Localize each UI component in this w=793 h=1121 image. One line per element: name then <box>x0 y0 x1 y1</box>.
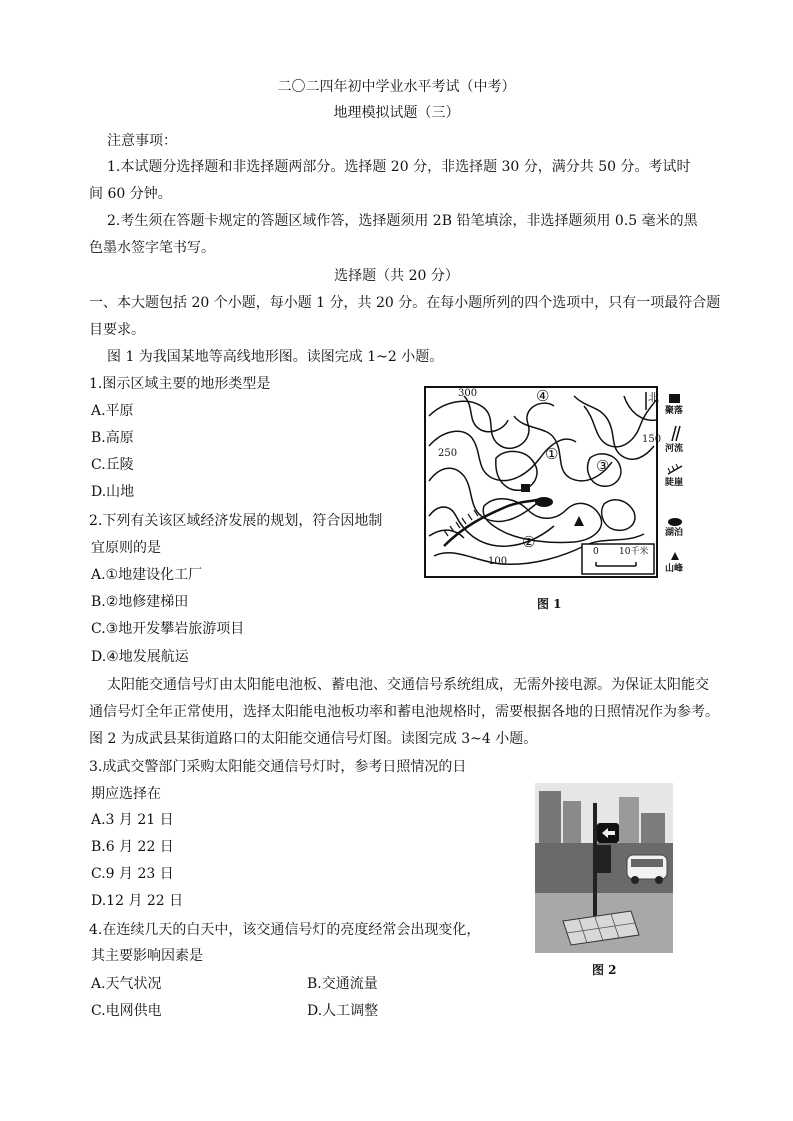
contour-map-svg <box>424 386 692 580</box>
contour-label-250: 250 <box>438 448 458 459</box>
q3-stem-line1: 3.成武交警部门采购太阳能交通信号灯时，参考日照情况的日 <box>89 759 467 775</box>
q4-option-b: B.交通流量 <box>307 976 378 992</box>
legend-peak-label: 山峰 <box>665 564 684 574</box>
site-4-label: ④ <box>536 387 550 405</box>
q1-stem: 1.图示区域主要的地形类型是 <box>89 376 271 392</box>
q1-option-b: B.高原 <box>91 430 134 446</box>
intro2-line3: 图 2 为成武县某街道路口的太阳能交通信号灯图。读图完成 3~4 小题。 <box>89 731 538 747</box>
legend-settlement-icon <box>669 394 680 403</box>
legend-river-icon <box>672 426 680 441</box>
scale-zero: 0 <box>593 547 599 557</box>
q4-option-c: C.电网供电 <box>91 1003 162 1019</box>
contour-label-150: 150 <box>642 434 662 445</box>
q4-option-a: A.天气状况 <box>91 976 162 992</box>
q1-option-a: A.平原 <box>91 403 134 419</box>
legend-peak-icon <box>671 552 679 560</box>
q4-stem-line1: 4.在连续几天的白天中，该交通信号灯的亮度经常会出现变化， <box>89 922 481 938</box>
settlement-mark <box>521 484 530 492</box>
site-1-label: ① <box>545 445 559 463</box>
notice-item1-line2: 间 60 分钟。 <box>89 186 172 202</box>
figure2-traffic-light-photo <box>535 783 673 953</box>
exam-title: 二〇二四年初中学业水平考试（中考） <box>277 79 516 95</box>
notice-item2-line2: 色墨水签字笔书写。 <box>89 240 215 256</box>
q2-option-b: B.②地修建梯田 <box>91 594 189 610</box>
intro2-line1: 太阳能交通信号灯由太阳能电池板、蓄电池、交通信号系统组成，无需外接电源。为保证太阳能交 <box>107 677 709 693</box>
notice-heading: 注意事项： <box>107 133 177 149</box>
q4-stem-line2: 其主要影响因素是 <box>91 948 203 964</box>
intro-figure1: 图 1 为我国某地等高线地形图。读图完成 1~2 小题。 <box>107 349 444 365</box>
site-3-label: ③ <box>596 457 610 475</box>
figure2-caption: 图 2 <box>592 963 617 977</box>
north-label: 北 <box>648 391 659 404</box>
notice-item1-line1: 1.本试题分选择题和非选择题两部分。选择题 20 分，非选择题 30 分，满分共 50 分。考试时 <box>107 159 691 175</box>
site-2-label: ② <box>522 533 536 551</box>
section-instruction-line1: 一、本大题包括 20 个小题，每小题 1 分，共 20 分。在每小题所列的四个选项中，只有一项最符合题 <box>89 295 721 311</box>
legend-lake-label: 湖泊 <box>665 528 684 538</box>
legend-river-label: 河流 <box>665 444 684 454</box>
figure1-contour-map <box>424 386 692 580</box>
lower-signal <box>597 845 611 873</box>
contour-label-300: 300 <box>458 388 478 399</box>
q2-option-c: C.③地开发攀岩旅游项目 <box>91 621 245 637</box>
building <box>539 791 561 843</box>
legend-cliff-label: 陡崖 <box>665 478 684 488</box>
q1-option-d: D.山地 <box>91 484 135 500</box>
photo-svg <box>535 783 673 953</box>
q3-stem-line2: 期应选择在 <box>91 786 161 802</box>
q3-option-c: C.9 月 23 日 <box>91 866 174 882</box>
notice-item2-line1: 2.考生须在答题卡规定的答题区域作答，选择题须用 2B 铅笔填涂，非选择题须用 0.5 毫米的黑 <box>107 213 698 229</box>
legend-lake-icon <box>668 518 682 526</box>
exam-subtitle: 地理模拟试题（三） <box>333 105 460 121</box>
lake-shape <box>535 497 553 507</box>
legend-cliff-icon <box>668 466 682 474</box>
legend-settlement-label: 聚落 <box>665 406 684 416</box>
section-title: 选择题（共 20 分） <box>334 268 459 284</box>
figure1-caption: 图 1 <box>537 597 562 611</box>
scale-label: 10千米 <box>619 547 649 557</box>
intro2-line2: 通信号灯全年正常使用，选择太阳能电池板功率和蓄电池规格时，需要根据各地的日照情况作为参考。 <box>89 704 719 720</box>
q2-option-d: D.④地发展航运 <box>91 649 189 665</box>
q1-option-c: C.丘陵 <box>91 457 134 473</box>
q4-option-d: D.人工调整 <box>307 1003 379 1019</box>
q2-stem-line2: 宜原则的是 <box>91 540 161 556</box>
q2-option-a: A.①地建设化工厂 <box>91 567 203 583</box>
q3-option-a: A.3 月 21 日 <box>91 812 174 828</box>
section-instruction-line2: 目要求。 <box>89 322 145 338</box>
q3-option-d: D.12 月 22 日 <box>91 893 184 909</box>
q3-option-b: B.6 月 22 日 <box>91 839 174 855</box>
q2-stem-line1: 2.下列有关该区域经济发展的规划，符合因地制 <box>89 513 383 529</box>
contour-label-100: 100 <box>488 556 508 567</box>
signal-pole <box>593 803 597 933</box>
